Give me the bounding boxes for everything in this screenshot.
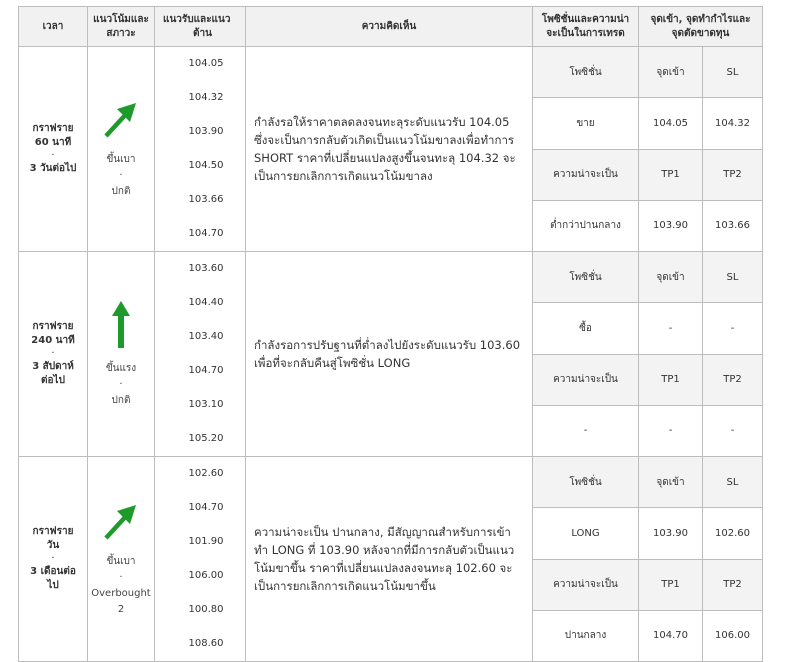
- entry-cell: 103.90: [639, 508, 703, 559]
- level-pair: [167, 593, 245, 661]
- arrow-up-right-icon: [88, 501, 154, 544]
- header-time: เวลา: [19, 7, 88, 47]
- entry-cell: -: [639, 405, 703, 456]
- timeframe-cell: กราฟราย 60 นาที · 3 วันต่อไป: [19, 47, 88, 252]
- header-comment: ความคิดเห็น: [246, 7, 533, 47]
- comment-cell: ความน่าจะเป็น ปานกลาง, มีสัญญาณสำหรับการเข้าทำ LONG ที่ 103.90 หลังจากที่มีการกลับตัวเป็นแนวโน้มขาขึ้น ราคาที่เปลี่ยนแปลงลงจนทะลุ 102.60 จะเป็นการยกเลิกการเกิดแนวโน้มขาขึ้น: [246, 457, 533, 662]
- table-row: [19, 47, 763, 98]
- entry-cell: 103.90: [639, 200, 703, 251]
- entry-cell: TP1: [639, 559, 703, 610]
- resistance-value: 104.50: [188, 160, 224, 171]
- support-value: 103.10: [188, 399, 224, 410]
- entry-cell: TP2: [703, 559, 763, 610]
- support-value: 103.90: [188, 126, 224, 137]
- support-value: 103.40: [188, 331, 224, 342]
- entry-cell: 104.70: [639, 610, 703, 661]
- header-levels: แนวรับและแนว ต้าน: [155, 7, 246, 47]
- entry-cell: 104.05: [639, 98, 703, 149]
- entry-cell: TP1: [639, 149, 703, 200]
- timeframe-cell: กราฟราย 240 นาที · 3 สัปดาห์ ต่อไป: [19, 252, 88, 457]
- entry-cell: จุดเข้า: [639, 457, 703, 508]
- trend-text: ·: [119, 169, 123, 181]
- level-pair: [167, 320, 245, 388]
- entry-cell: 103.66: [703, 200, 763, 251]
- header-trend: แนวโน้มและ สภาวะ: [88, 7, 155, 47]
- support-value: 104.05: [188, 58, 224, 69]
- trend-cell: [88, 252, 155, 457]
- trend-text: ·: [119, 378, 123, 390]
- entry-cell: SL: [703, 47, 763, 98]
- header-entry: จุดเข้า, จุดทำกำไรและ จุดตัดขาดทุน: [639, 7, 763, 47]
- support-value: 103.60: [188, 263, 224, 274]
- table-row: [19, 457, 763, 508]
- header-row: [19, 7, 763, 47]
- position-cell: ความน่าจะเป็น: [533, 559, 639, 610]
- resistance-value: 105.20: [188, 433, 224, 444]
- support-value: 102.60: [188, 468, 224, 479]
- position-cell: ความน่าจะเป็น: [533, 149, 639, 200]
- support-value: 103.66: [188, 194, 224, 205]
- position-cell: -: [533, 405, 639, 456]
- support-value: 100.80: [188, 604, 224, 615]
- trend-text: ·: [119, 571, 123, 583]
- position-cell: ซื้อ: [533, 303, 639, 354]
- resistance-value: 104.70: [188, 365, 224, 376]
- entry-cell: -: [703, 303, 763, 354]
- resistance-value: 104.70: [188, 502, 224, 513]
- levels-cell: [155, 47, 246, 252]
- trading-signal-table: [18, 6, 763, 662]
- position-cell: โพซิชั่น: [533, 47, 639, 98]
- levels-cell: [155, 252, 246, 457]
- position-cell: โพซิชั่น: [533, 457, 639, 508]
- level-pair: [167, 388, 245, 456]
- level-pair: [167, 183, 245, 251]
- entry-cell: จุดเข้า: [639, 252, 703, 303]
- entry-cell: 106.00: [703, 610, 763, 661]
- arrow-up-right-icon: [88, 99, 154, 142]
- entry-cell: -: [703, 405, 763, 456]
- entry-cell: 104.32: [703, 98, 763, 149]
- entry-cell: TP2: [703, 149, 763, 200]
- header-position: โพซิชั่นและความน่า จะเป็นในการเทรด: [533, 7, 639, 47]
- table-row: [19, 252, 763, 303]
- entry-cell: 102.60: [703, 508, 763, 559]
- entry-cell: SL: [703, 457, 763, 508]
- level-pair: [167, 47, 245, 115]
- level-pair: [167, 252, 245, 320]
- trend-cell: [88, 47, 155, 252]
- trend-text: ขึ้นแรง: [105, 362, 137, 374]
- resistance-value: 104.40: [188, 297, 224, 308]
- resistance-value: 106.00: [188, 570, 224, 581]
- resistance-value: 108.60: [188, 638, 224, 649]
- entry-cell: SL: [703, 252, 763, 303]
- position-cell: ปานกลาง: [533, 610, 639, 661]
- trend-text: ปกติ: [111, 394, 131, 406]
- entry-cell: TP2: [703, 354, 763, 405]
- entry-cell: -: [639, 303, 703, 354]
- position-cell: LONG: [533, 508, 639, 559]
- position-cell: โพซิชั่น: [533, 252, 639, 303]
- trend-text: ขึ้นเบา: [106, 153, 136, 165]
- trend-text: ขึ้นเบา: [106, 555, 136, 567]
- entry-cell: จุดเข้า: [639, 47, 703, 98]
- comment-cell: กำลังรอให้ราคาตลดลงจนทะลุระดับแนวรับ 104.05 ซึ่งจะเป็นการกลับตัวเกิดเป็นแนวโน้มขาลงเพื่อทำการ SHORT ราคาที่เปลี่ยนแปลงสูงขึ้นจนทะลุ 104.32 จะเป็นการยกเลิกการเกิดแนวโน้มขาลง: [246, 47, 533, 252]
- resistance-value: 104.70: [188, 228, 224, 239]
- support-value: 101.90: [188, 536, 224, 547]
- position-cell: ต่ำกว่าปานกลาง: [533, 200, 639, 251]
- comment-cell: กำลังรอการปรับฐานที่ต่ำลงไปยังระดับแนวรับ 103.60 เพื่อที่จะกลับคืนสู่โพซิชั่น LONG: [246, 252, 533, 457]
- timeframe-cell: กราฟราย วัน · 3 เดือนต่อ ไป: [19, 457, 88, 662]
- position-cell: ความน่าจะเป็น: [533, 354, 639, 405]
- trend-cell: [88, 457, 155, 662]
- entry-cell: TP1: [639, 354, 703, 405]
- level-pair: [167, 115, 245, 183]
- position-cell: ขาย: [533, 98, 639, 149]
- levels-cell: [155, 457, 246, 662]
- trend-text: ปกติ: [111, 185, 131, 197]
- level-pair: [167, 457, 245, 525]
- arrow-up-icon: [88, 300, 154, 351]
- trend-text: Overbought 2: [91, 587, 151, 615]
- resistance-value: 104.32: [188, 92, 224, 103]
- level-pair: [167, 525, 245, 593]
